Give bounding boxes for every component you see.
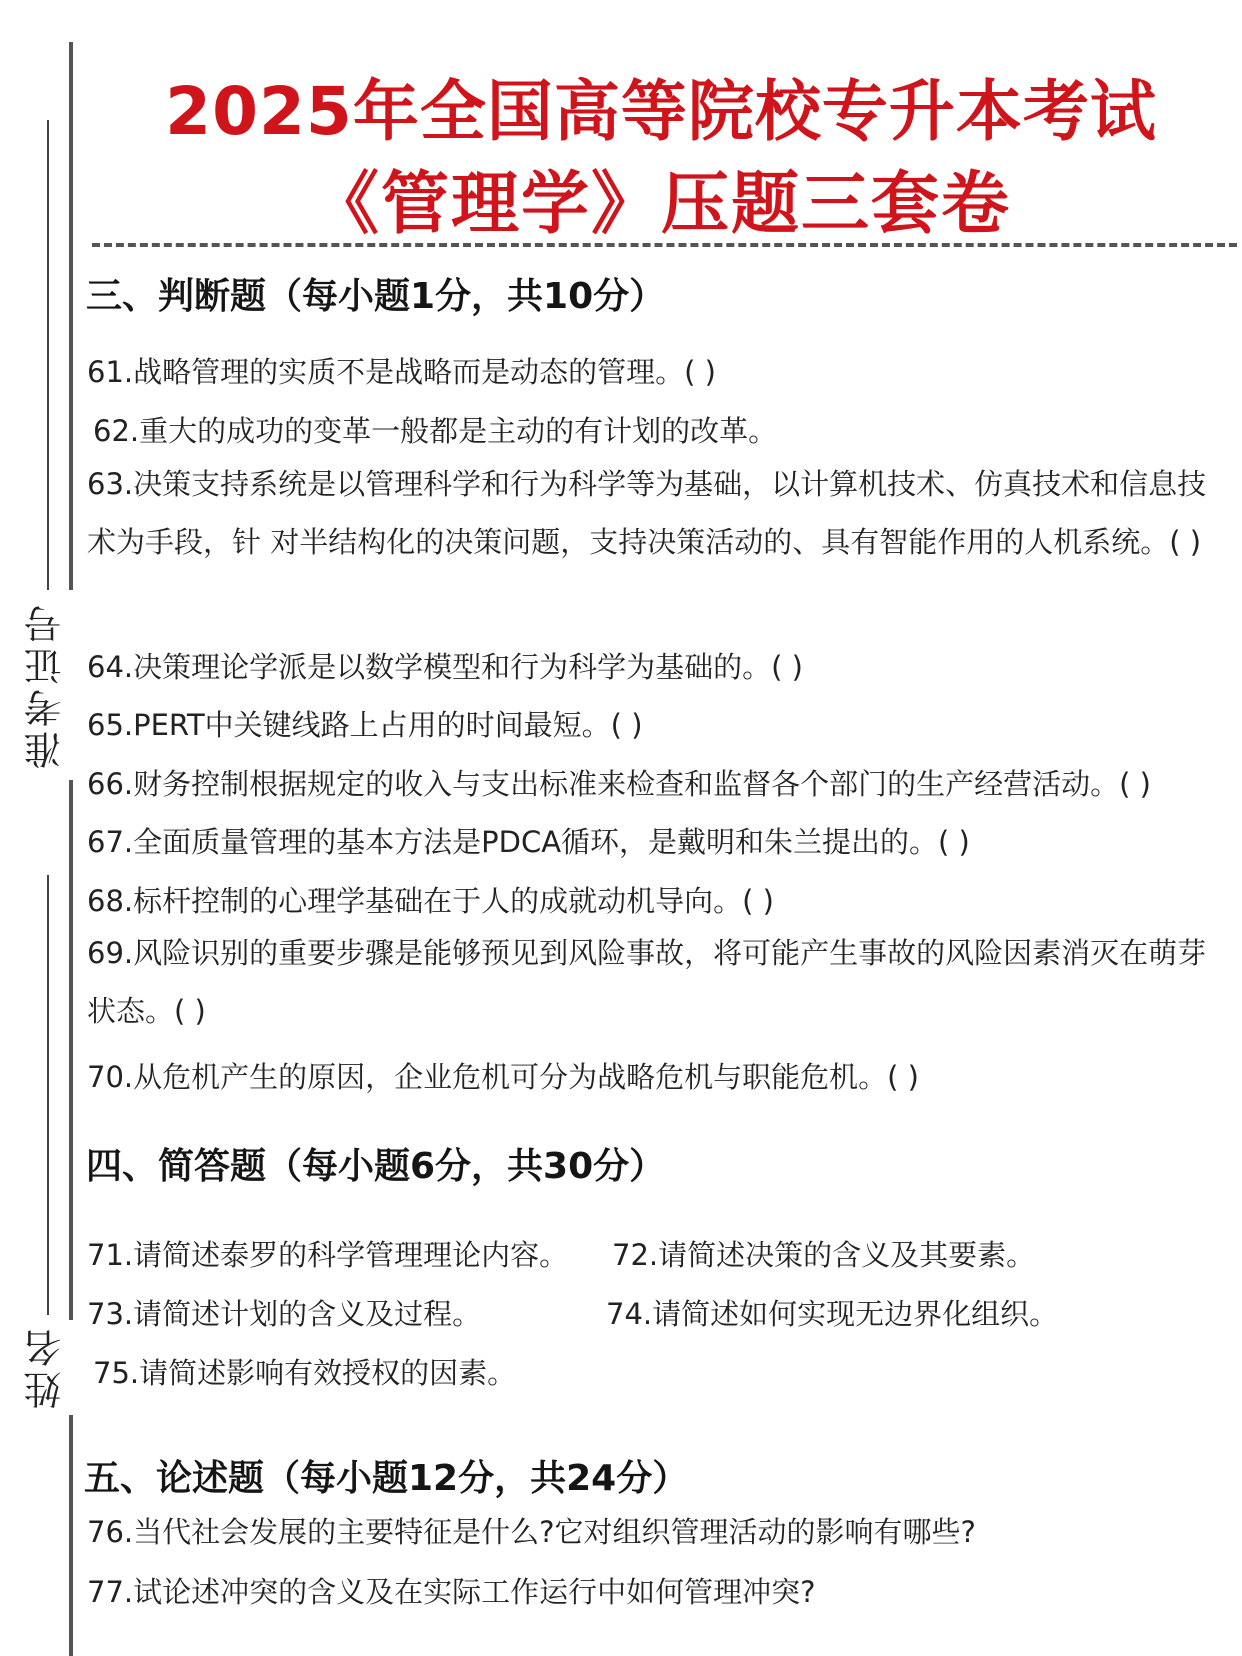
question-61: 61.战略管理的实质不是战略而是动态的管理。( ): [87, 355, 716, 389]
question-77: 77.试论述冲突的含义及在实际工作运行中如何管理冲突?: [87, 1575, 816, 1609]
exam-id-field: [18, 120, 78, 780]
exam-id-rule: [47, 120, 49, 590]
question-63: 63.决策支持系统是以管理科学和行为科学等为基础，以计算机技术、仿真技术和信息技术为手段，针 对半结构化的决策问题，支持决策活动的、具有智能作用的人机系统。( ): [87, 467, 1207, 559]
question-75: 75.请简述影响有效授权的因素。: [93, 1356, 517, 1390]
question-73: 73.请简述计划的含义及过程。: [87, 1297, 482, 1331]
question-64: 64.决策理论学派是以数学模型和行为科学为基础的。( ): [87, 650, 803, 684]
question-62: 62.重大的成功的变革一般都是主动的有计划的改革。: [93, 414, 778, 448]
question-71: 71.请简述泰罗的科学管理理论内容。: [87, 1238, 569, 1272]
question-68: 68.标杆控制的心理学基础在于人的成就动机导向。( ): [87, 884, 774, 918]
name-label: 姓名: [18, 1320, 78, 1415]
exam-id-label: 准考证号: [18, 590, 78, 780]
question-65: 65.PERT中关键线路上占用的时间最短。( ): [87, 708, 643, 742]
exam-subtitle: 《管理学》压题三套卷: [310, 165, 1011, 244]
question-72: 72.请简述决策的含义及其要素。: [612, 1238, 1036, 1272]
question-74: 74.请简述如何实现无边界化组织。: [606, 1297, 1059, 1331]
question-69: 69.风险识别的重要步骤是能够预见到风险事故，将可能产生事故的风险因素消灭在萌芽状态。( ): [87, 936, 1207, 1028]
exam-title: 2025年全国高等院校专升本考试: [165, 73, 1157, 150]
name-field: [18, 875, 78, 1415]
section-essay-heading: 五、论述题（每小题12分，共24分）: [84, 1458, 689, 1499]
section-short-answer-heading: 四、简答题（每小题6分，共30分）: [86, 1146, 666, 1187]
question-76: 76.当代社会发展的主要特征是什么?它对组织管理活动的影响有哪些?: [87, 1515, 976, 1549]
header-divider: [92, 243, 1237, 247]
section-judgment-heading: 三、判断题（每小题1分，共10分）: [86, 276, 666, 317]
question-67: 67.全面质量管理的基本方法是PDCA循环，是戴明和朱兰提出的。( ): [87, 825, 970, 859]
question-70: 70.从危机产生的原因，企业危机可分为战略危机与职能危机。( ): [87, 1060, 919, 1094]
question-66: 66.财务控制根据规定的收入与支出标准来检查和监督各个部门的生产经营活动。( ): [87, 767, 1151, 801]
name-rule: [47, 875, 49, 1315]
